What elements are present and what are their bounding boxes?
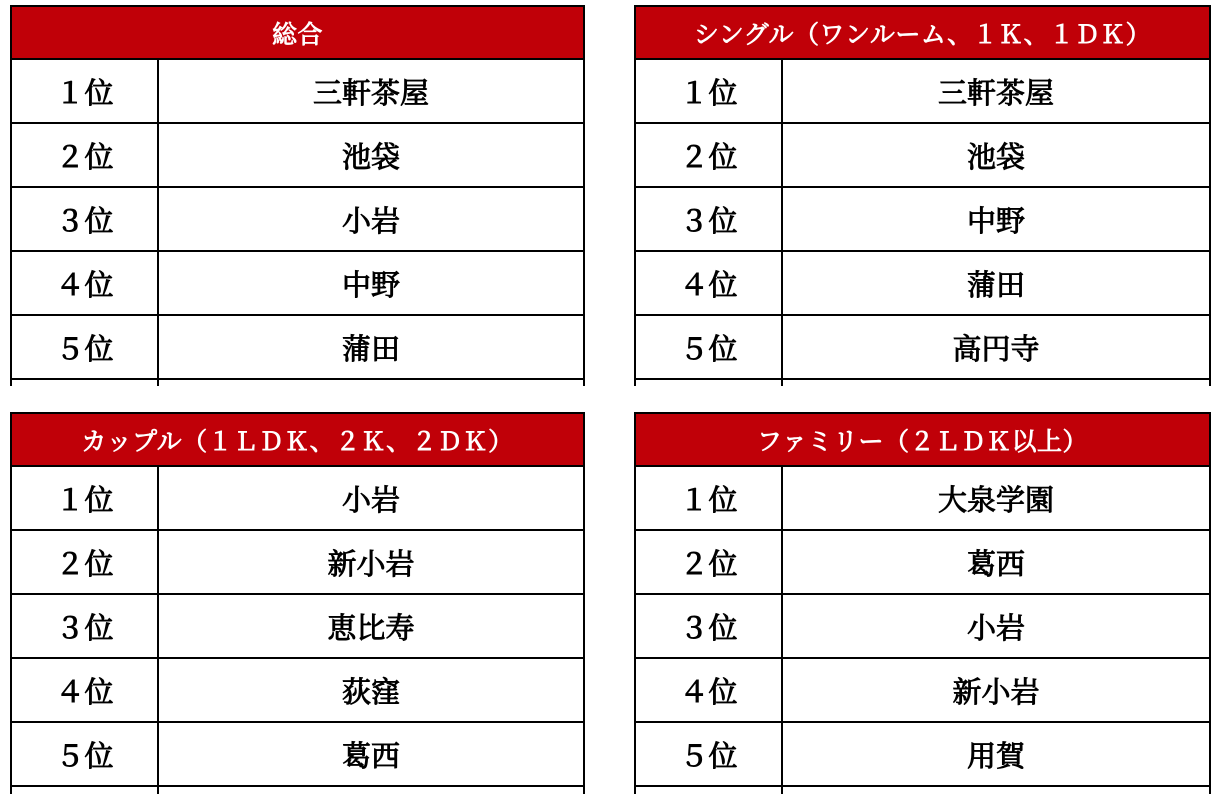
station-cell: 小岩	[159, 188, 585, 252]
table-row	[12, 124, 585, 188]
table-row	[636, 531, 1211, 595]
rank-cell: ５位	[636, 723, 783, 787]
station-cell: 三軒茶屋	[783, 60, 1211, 124]
rank-cell: ４位	[636, 659, 783, 723]
station-cell: 小岩	[159, 467, 585, 531]
station-cell: 大泉学園	[783, 467, 1211, 531]
table-header	[636, 414, 1211, 467]
table-title: 総合	[271, 20, 323, 49]
station-cell: 新小岩	[159, 531, 585, 595]
station-cell: 葛西	[159, 723, 585, 787]
table-row	[12, 595, 585, 659]
table-title: シングル（ワンルーム、１Ｋ、１ＤＫ）	[693, 20, 1152, 49]
cutoff-row-sliver	[636, 787, 1211, 794]
station-cell: 小岩	[783, 595, 1211, 659]
table-row	[636, 188, 1211, 252]
ranking-table-couple	[10, 412, 585, 794]
rank-cell: ３位	[636, 188, 783, 252]
cutoff-row-sliver	[12, 787, 585, 794]
cutoff-row-sliver	[12, 380, 585, 386]
table-row	[12, 60, 585, 124]
station-cell: 葛西	[783, 531, 1211, 595]
table-row	[636, 124, 1211, 188]
rank-cell: １位	[12, 60, 159, 124]
table-row	[12, 659, 585, 723]
station-cell: 池袋	[783, 124, 1211, 188]
rank-cell: １位	[636, 467, 783, 531]
table-row	[12, 188, 585, 252]
ranking-table-overall	[10, 5, 585, 386]
rank-cell: ２位	[12, 531, 159, 595]
rank-cell: ５位	[12, 316, 159, 380]
station-cell: 高円寺	[783, 316, 1211, 380]
table-row	[12, 531, 585, 595]
station-cell: 中野	[783, 188, 1211, 252]
table-title: カップル（１ＬＤＫ、２Ｋ、２ＤＫ）	[81, 427, 514, 456]
table-row	[12, 316, 585, 380]
rank-cell: ４位	[12, 659, 159, 723]
table-row	[636, 723, 1211, 787]
rank-cell: １位	[12, 467, 159, 531]
rank-cell: ２位	[636, 124, 783, 188]
table-row	[636, 316, 1211, 380]
ranking-table-family	[634, 412, 1211, 794]
rank-cell: ２位	[636, 531, 783, 595]
table-row	[636, 659, 1211, 723]
table-row	[636, 252, 1211, 316]
table-row	[636, 60, 1211, 124]
rank-cell: ３位	[12, 188, 159, 252]
station-cell: 荻窪	[159, 659, 585, 723]
rank-cell: ２位	[12, 124, 159, 188]
rank-cell: １位	[636, 60, 783, 124]
table-row	[636, 467, 1211, 531]
table-row	[636, 595, 1211, 659]
station-cell: 蒲田	[783, 252, 1211, 316]
station-cell: 用賀	[783, 723, 1211, 787]
rank-cell: ５位	[12, 723, 159, 787]
station-cell: 蒲田	[159, 316, 585, 380]
table-title: ファミリー（２ＬＤＫ以上）	[756, 427, 1088, 456]
table-row	[12, 467, 585, 531]
station-cell: 新小岩	[783, 659, 1211, 723]
rank-cell: ４位	[636, 252, 783, 316]
table-header	[12, 414, 585, 467]
table-row	[12, 252, 585, 316]
rank-cell: ３位	[12, 595, 159, 659]
table-header	[636, 7, 1211, 60]
station-cell: 池袋	[159, 124, 585, 188]
station-cell: 中野	[159, 252, 585, 316]
table-row	[12, 723, 585, 787]
cutoff-row-sliver	[636, 380, 1211, 386]
rank-cell: ３位	[636, 595, 783, 659]
station-cell: 恵比寿	[159, 595, 585, 659]
station-cell: 三軒茶屋	[159, 60, 585, 124]
table-header	[12, 7, 585, 60]
rank-cell: ４位	[12, 252, 159, 316]
rank-cell: ５位	[636, 316, 783, 380]
ranking-table-single	[634, 5, 1211, 386]
